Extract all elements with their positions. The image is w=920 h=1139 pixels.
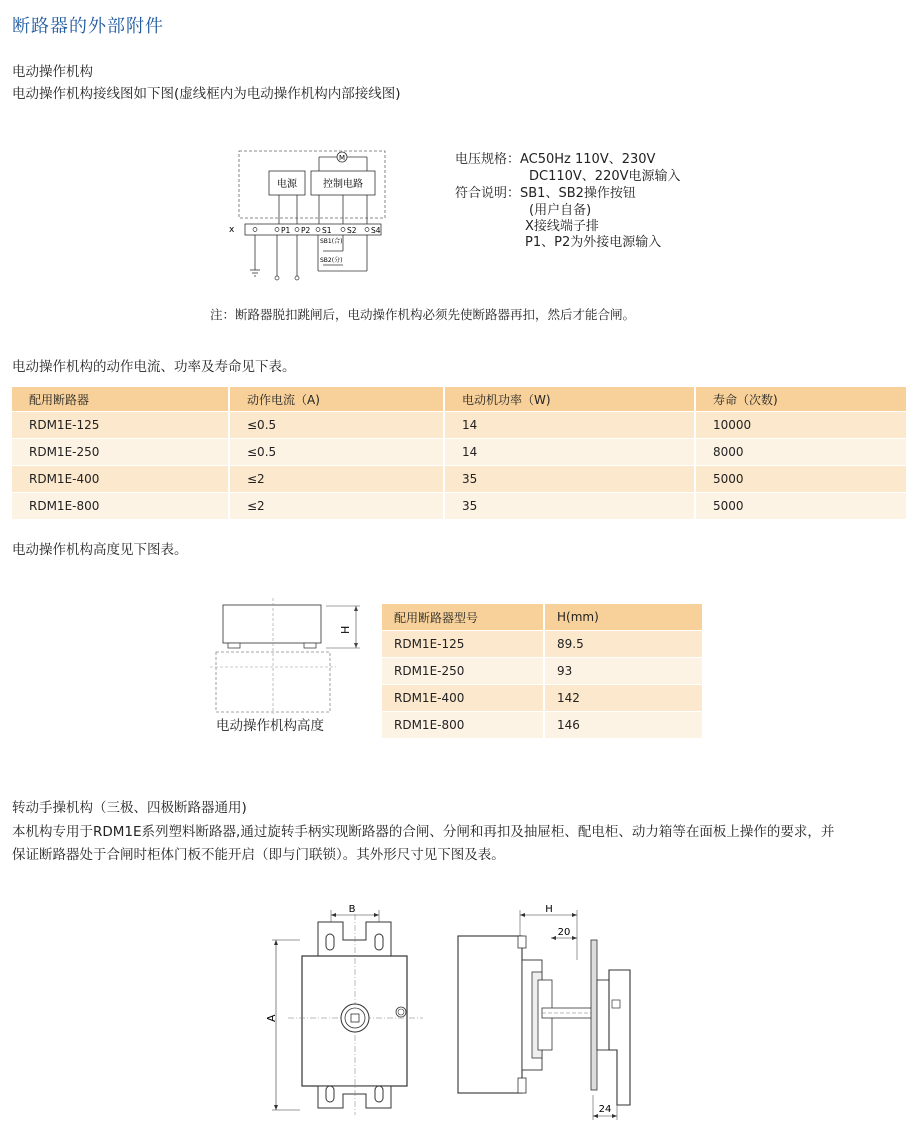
table-cell: ≤2 [229,493,444,520]
height-table [382,604,704,739]
table-header-row [382,604,703,631]
spec-voltage-dc: DC110V、220V电源输入 [529,169,681,184]
table-cell: 35 [444,493,695,520]
table-cell: RDM1E-400 [382,685,544,712]
wiring-diagram [225,145,395,290]
spec-external-power: P1、P2为外接电源输入 [525,235,662,250]
table-header-cell: 配用断路器型号 [382,604,544,631]
spec-user-supplied: (用户自备) [529,203,592,218]
table-cell: RDM1E-250 [382,658,544,685]
table-cell: ≤0.5 [229,412,444,439]
height-h-label: H [339,625,352,634]
table-cell: 14 [444,412,695,439]
table-row [12,466,907,493]
table-cell: 14 [444,439,695,466]
motor-label: M [338,154,346,162]
dim-20-label: 20 [557,927,571,938]
wiring-description: 电动操作机构接线图如下图(虚线框内为电动操作机构内部接线图) [12,86,401,102]
height-figure-caption: 电动操作机构高度 [216,718,324,734]
table1-intro: 电动操作机构的动作电流、功率及寿命见下表。 [12,359,296,375]
handle-side-view [452,900,652,1125]
table-cell: 142 [544,685,703,712]
terminal-s4: S4 [371,226,381,235]
power-box-label: 电源 [277,179,297,190]
table-header-row [12,387,907,412]
height-intro: 电动操作机构高度见下图表。 [12,542,188,558]
table-cell: ≤2 [229,466,444,493]
section-heading-handle-mechanism: 转动手操机构（三极、四极断路器通用) [12,800,247,816]
table-cell: 146 [544,712,703,739]
table-cell: 5000 [695,493,907,520]
terminal-p1: P1 [281,226,291,235]
note-text: 注：断路器脱扣跳闸后，电动操作机构必须先使断路器再扣，然后才能合闸。 [210,307,636,322]
page-title: 断路器的外部附件 [12,16,164,37]
table-cell: 8000 [695,439,907,466]
table-cell: 89.5 [544,631,703,658]
table-row [12,412,907,439]
table-row [12,493,907,520]
spec-terminal-x: X接线端子排 [525,219,599,234]
motor-specs-table [12,387,908,520]
table-cell: 93 [544,658,703,685]
table-cell: RDM1E-250 [12,439,229,466]
table-cell: RDM1E-800 [12,493,229,520]
table-header-cell: 电动机功率（W) [444,387,695,412]
handle-front-view [258,900,433,1115]
table-row [382,685,703,712]
table-cell: RDM1E-400 [12,466,229,493]
handle-description-line1: 本机构专用于RDM1E系列塑料断路器,通过旋转手柄实现断路器的合闸、分闸和再扣及抽屉柜、配电柜、动力箱等在面板上操作的要求，并 [12,824,835,840]
table-row [382,658,703,685]
table-cell: 5000 [695,466,907,493]
table-row [382,712,703,739]
terminal-p2: P2 [301,226,311,235]
switch-sb2-label: SB2(分) [320,257,343,264]
table-row [12,439,907,466]
table-row [382,631,703,658]
dim-b-label: B [348,904,356,915]
table-cell: RDM1E-125 [12,412,229,439]
table-header-cell: 寿命（次数) [695,387,907,412]
terminal-s1: S1 [322,226,332,235]
section-heading-motor-mechanism: 电动操作机构 [12,64,93,80]
table-cell: 35 [444,466,695,493]
handle-description-line2: 保证断路器处于合闸时柜体门板不能开启（即与门联锁）。其外形尺寸见下图及表。 [12,847,505,863]
height-figure [210,598,370,716]
terminal-x-label: x [229,225,235,235]
table-header-cell: 配用断路器 [12,387,229,412]
switch-sb1-label: SB1(合) [320,238,343,245]
terminal-strip [245,224,381,235]
dim-a-label: A [265,1014,278,1022]
spec-legend: 符合说明：SB1、SB2操作按钮 [455,186,636,201]
table-header-cell: H(mm) [544,604,703,631]
dim-24-label: 24 [598,1104,612,1115]
control-circuit-label: 控制电路 [323,179,363,190]
table-cell: 10000 [695,412,907,439]
spec-voltage: 电压规格：AC50Hz 110V、230V [455,152,656,167]
terminal-s2: S2 [347,226,357,235]
table-cell: RDM1E-125 [382,631,544,658]
table-cell: ≤0.5 [229,439,444,466]
table-header-cell: 动作电流（A) [229,387,444,412]
table-cell: RDM1E-800 [382,712,544,739]
dim-h-label: H [545,904,553,915]
